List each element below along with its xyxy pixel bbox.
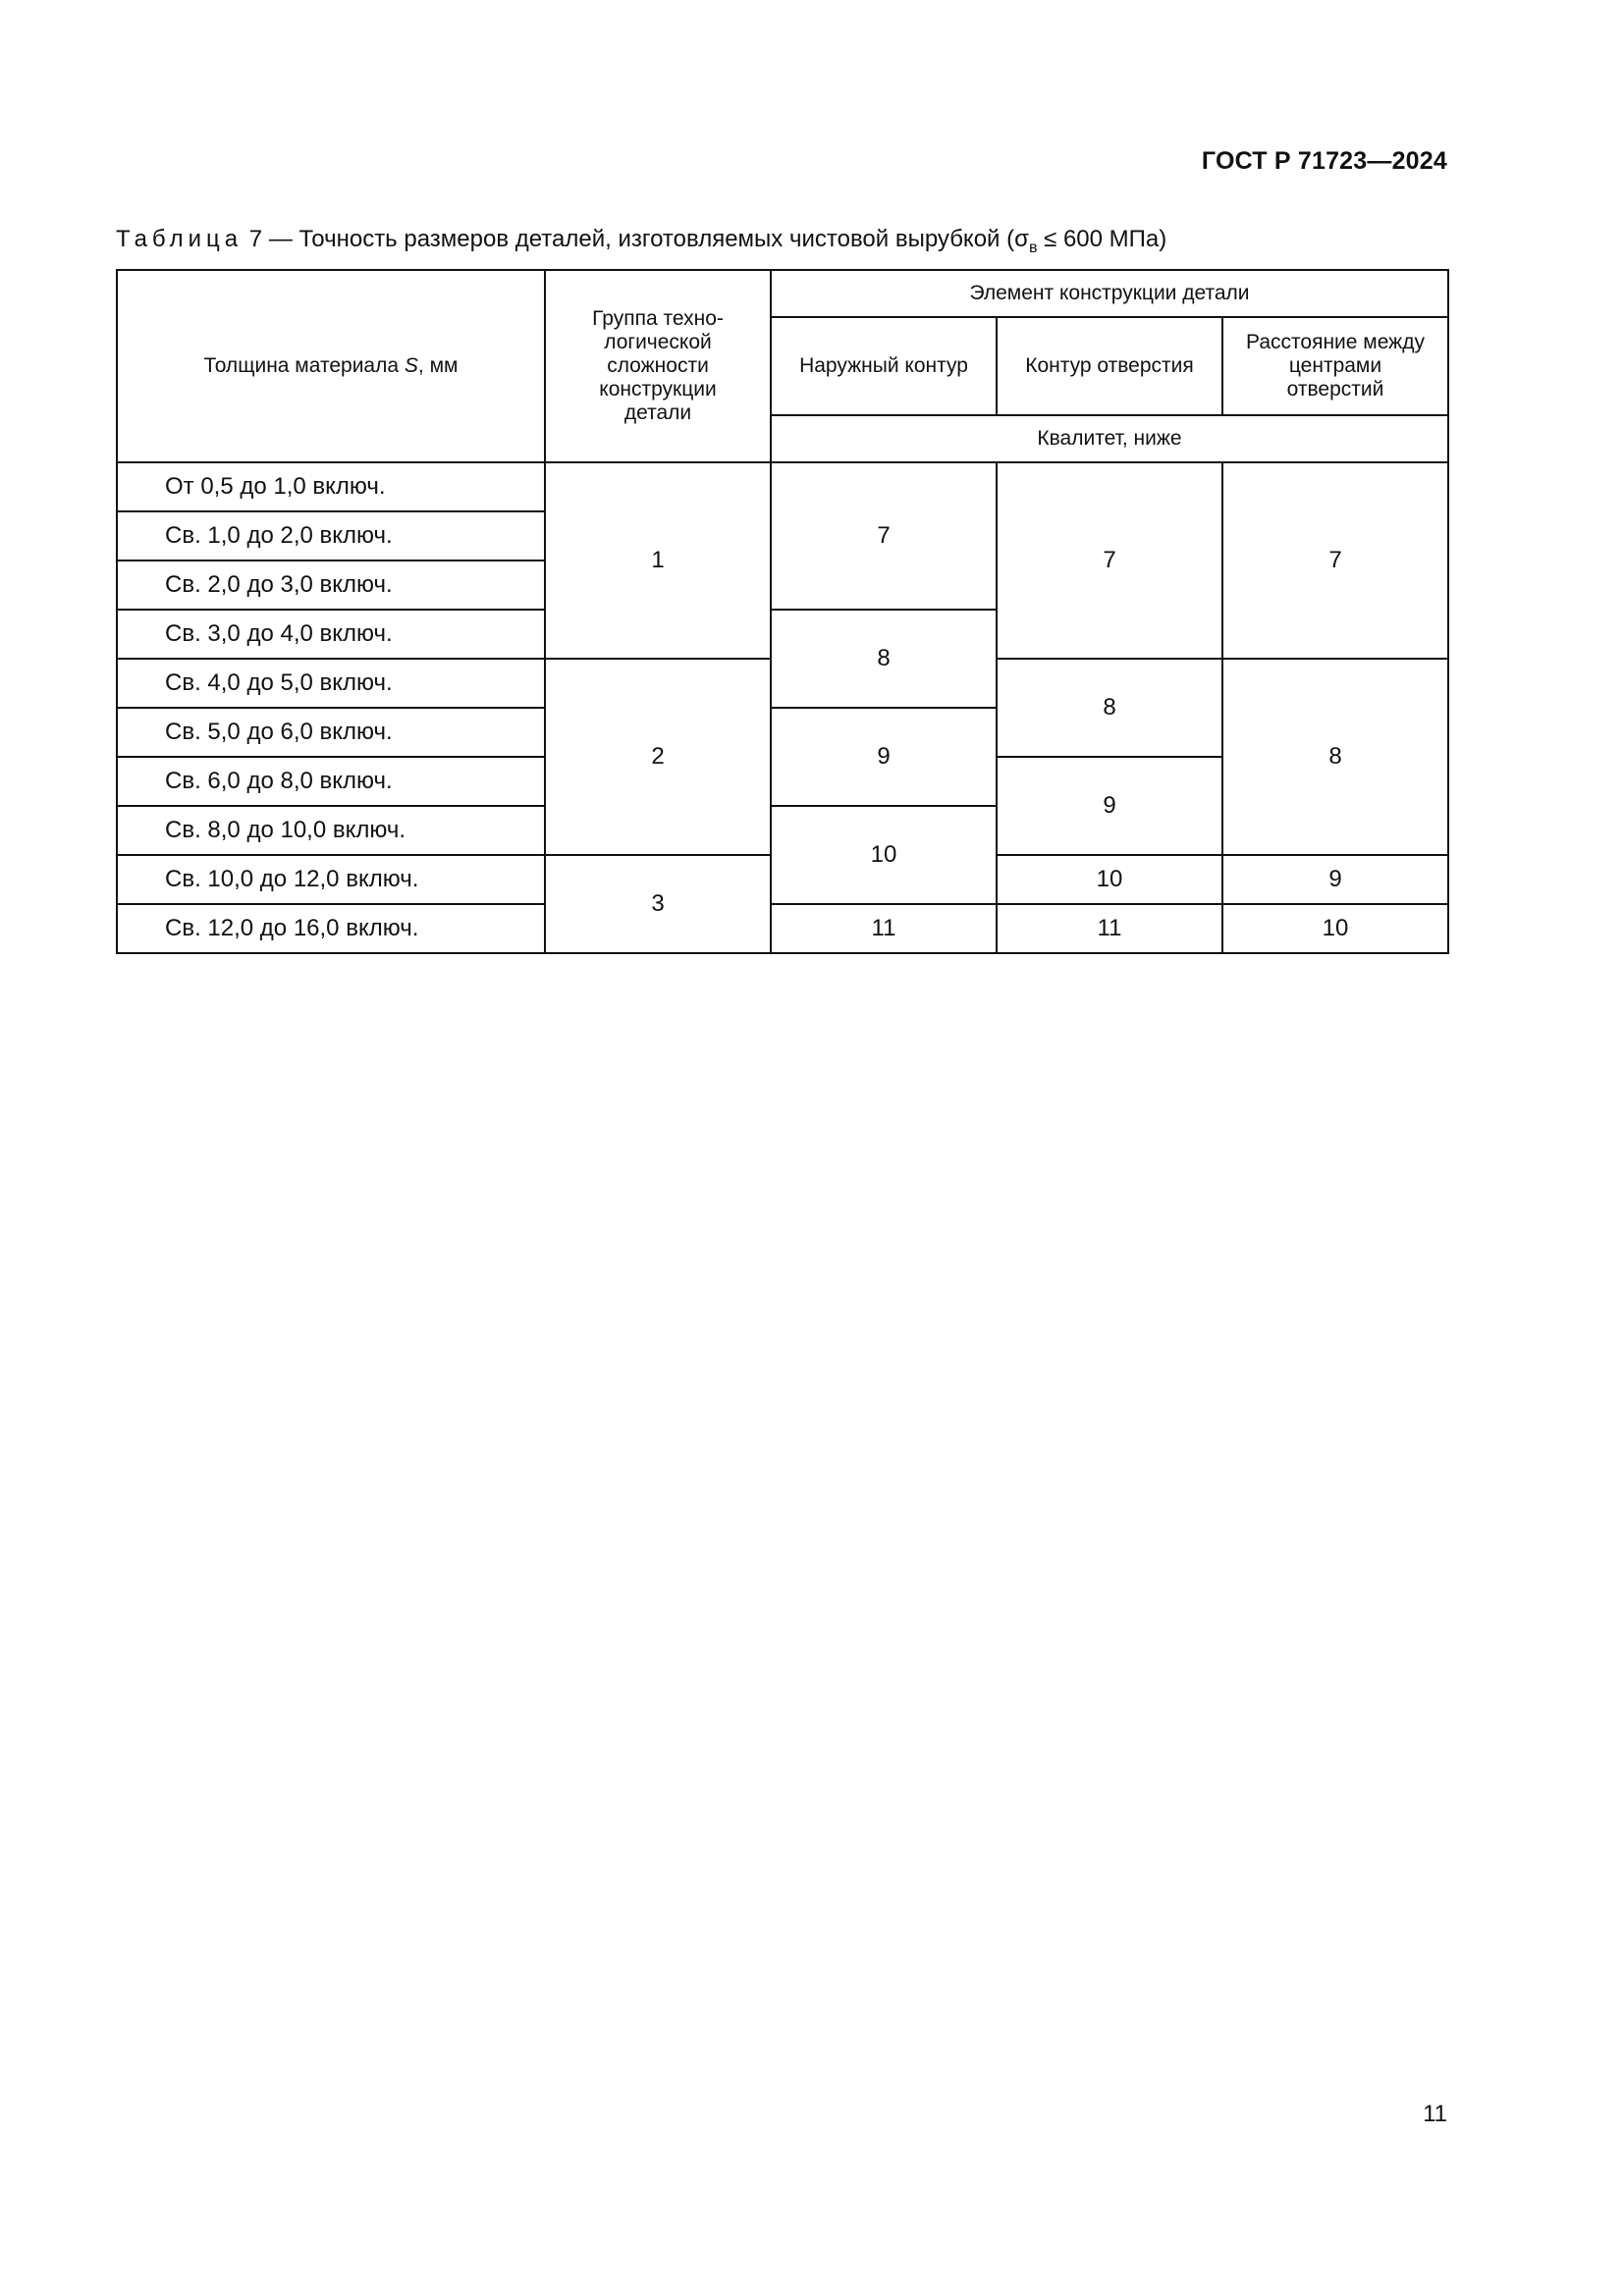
thickness-cell: Св. 8,0 до 10,0 включ. <box>117 806 545 855</box>
group-cell: 3 <box>545 855 771 953</box>
outer-cell: 11 <box>771 904 997 953</box>
accuracy-table <box>116 269 1449 954</box>
distance-cell: 10 <box>1222 904 1448 953</box>
caption-number: 7 <box>248 226 263 252</box>
caption-condition: ≤ 600 МПа) <box>1037 226 1167 252</box>
distance-cell: 9 <box>1222 855 1448 904</box>
thickness-cell: Св. 5,0 до 6,0 включ. <box>117 708 545 757</box>
thickness-cell: Св. 6,0 до 8,0 включ. <box>117 757 545 806</box>
header-grade: Квалитет, ниже <box>771 415 1448 462</box>
table-caption <box>116 226 1441 257</box>
table-row <box>117 904 1448 953</box>
hole-cell: 10 <box>997 855 1222 904</box>
header-outer-contour: Наружный контур <box>771 317 997 415</box>
caption-text: — Точность размеров деталей, изготовляемых чистовой вырубкой ( <box>268 226 1015 252</box>
header-hole-distance: Расстояние между центрами отверстий <box>1222 317 1448 415</box>
thickness-cell: От 0,5 до 1,0 включ. <box>117 462 545 511</box>
thickness-cell: Св. 1,0 до 2,0 включ. <box>117 511 545 561</box>
distance-cell: 7 <box>1222 462 1448 659</box>
outer-cell: 9 <box>771 708 997 806</box>
group-cell: 1 <box>545 462 771 659</box>
hole-cell: 8 <box>997 659 1222 757</box>
outer-cell: 10 <box>771 806 997 904</box>
thickness-cell: Св. 2,0 до 3,0 включ. <box>117 561 545 610</box>
thickness-cell: Св. 4,0 до 5,0 включ. <box>117 659 545 708</box>
header-group: Группа техно-логической сложности конструкции детали <box>545 270 771 462</box>
thickness-cell: Св. 3,0 до 4,0 включ. <box>117 610 545 659</box>
thickness-symbol: S <box>404 354 418 377</box>
caption-sigma: σ <box>1014 226 1029 252</box>
header-hole-contour: Контур отверстия <box>997 317 1222 415</box>
hole-cell: 9 <box>997 757 1222 855</box>
document-standard-header: ГОСТ Р 71723—2024 <box>1201 147 1447 175</box>
caption-sigma-subscript: в <box>1028 239 1038 256</box>
outer-cell: 8 <box>771 610 997 708</box>
caption-label: Таблица <box>116 226 244 252</box>
group-cell: 2 <box>545 659 771 855</box>
outer-cell: 7 <box>771 462 997 610</box>
hole-cell: 11 <box>997 904 1222 953</box>
thickness-cell: Св. 12,0 до 16,0 включ. <box>117 904 545 953</box>
header-thickness: Толщина материала S, мм <box>117 270 545 462</box>
hole-cell: 7 <box>997 462 1222 659</box>
header-element: Элемент конструкции детали <box>771 270 1448 317</box>
distance-cell: 8 <box>1222 659 1448 855</box>
page-number: 11 <box>1423 2101 1447 2127</box>
table-row <box>117 462 1448 511</box>
thickness-cell: Св. 10,0 до 12,0 включ. <box>117 855 545 904</box>
